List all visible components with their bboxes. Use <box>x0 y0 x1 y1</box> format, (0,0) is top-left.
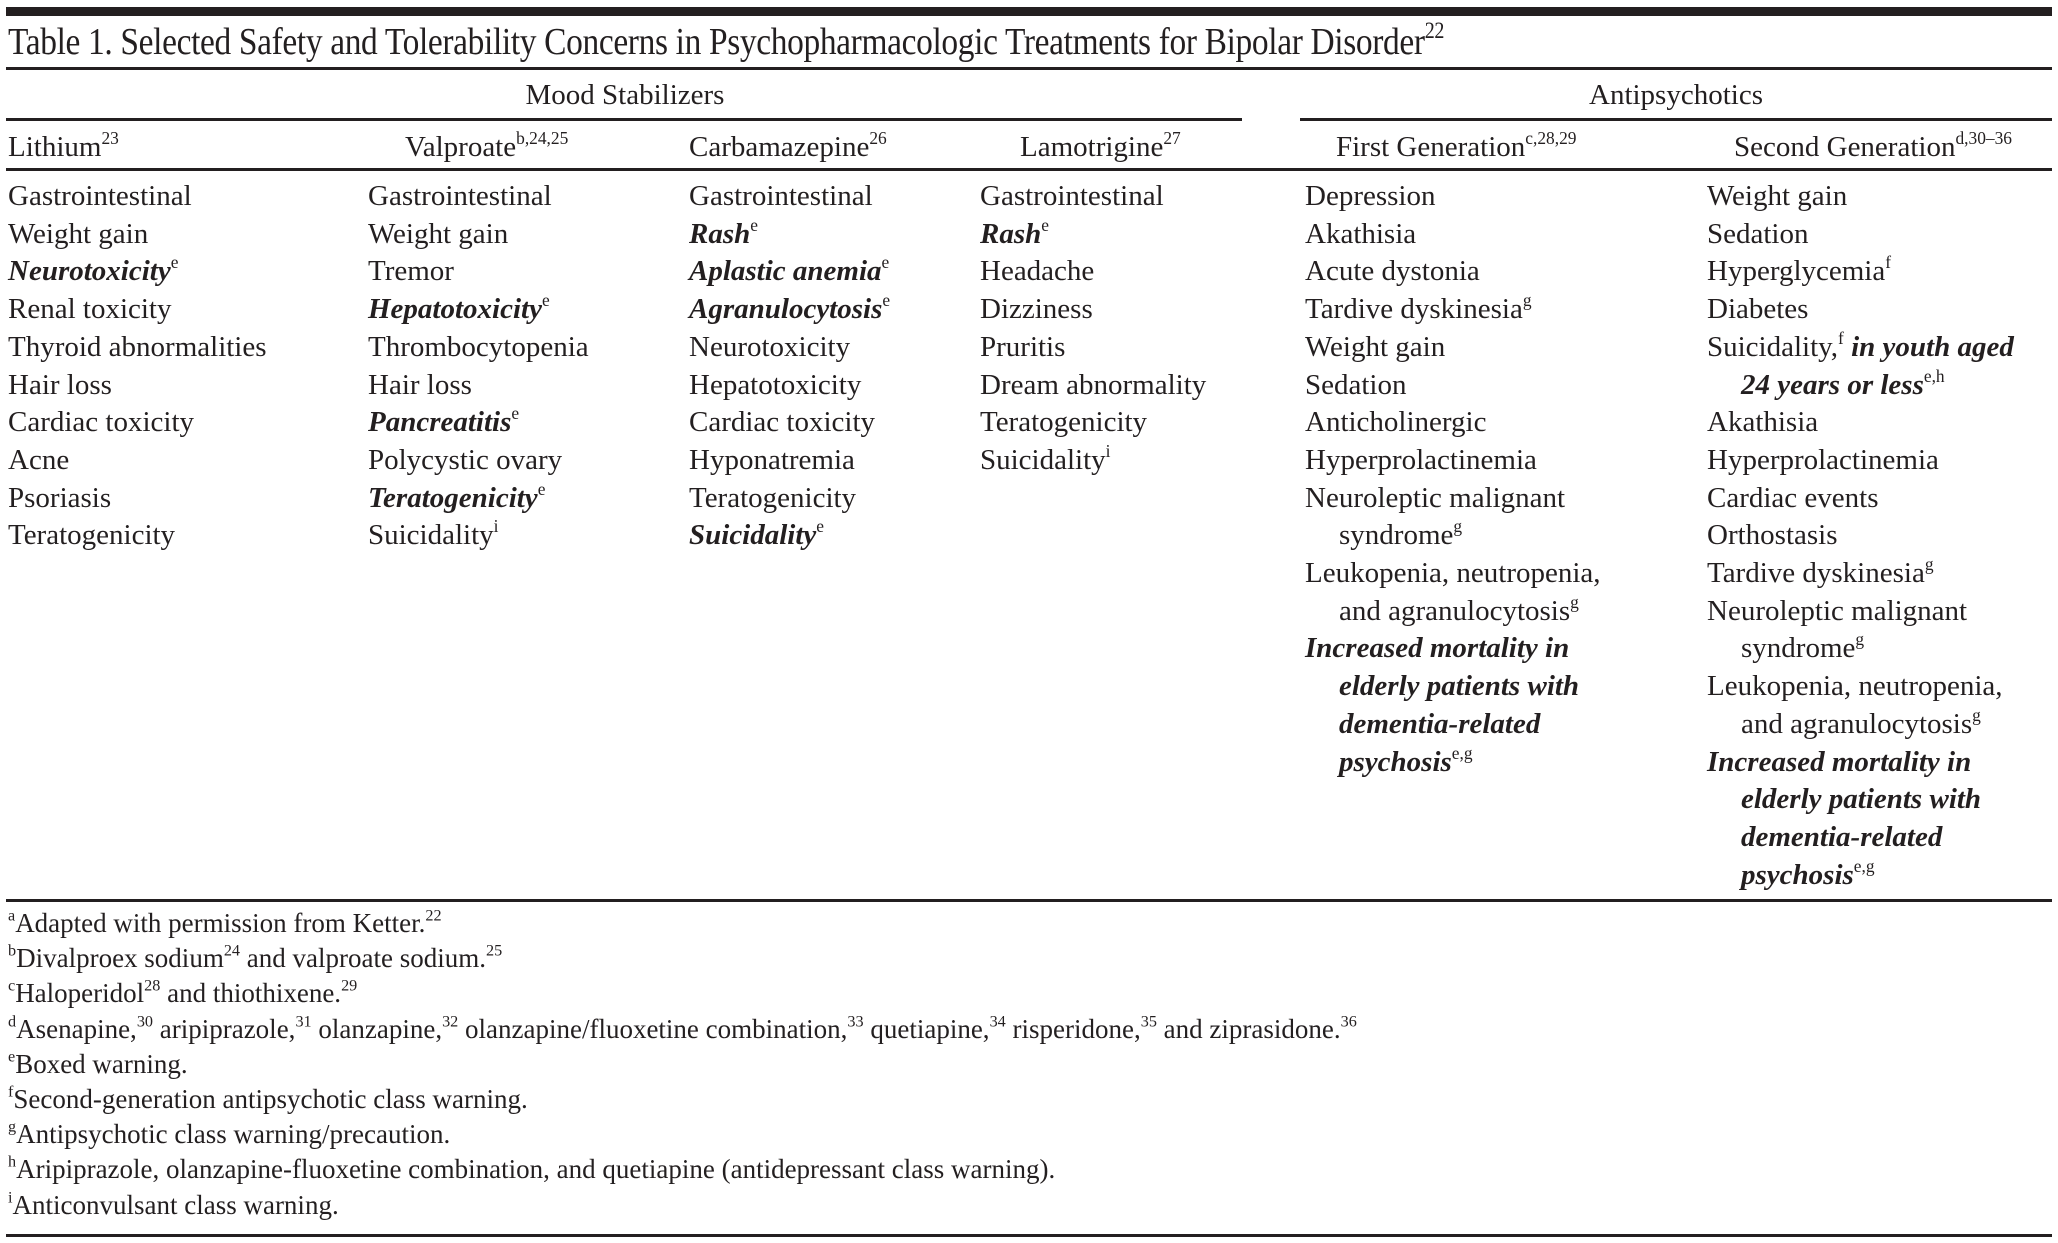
footnote-text: and valproate sodium. <box>240 943 486 974</box>
item-footnote-ref: e <box>750 214 758 235</box>
item-text: Neurotoxicity <box>689 330 851 363</box>
column-header-second-generation: Second Generation$^{d,30-36}$ <box>1734 127 2012 163</box>
table-cell-item <box>689 178 890 216</box>
footnote-text: Asenapine, <box>16 1013 137 1044</box>
item-continuation <box>1707 367 2014 405</box>
item-text: Agranulocytosis <box>689 293 883 326</box>
table-cell-item <box>1305 367 1601 405</box>
item-text: Anticholinergic <box>1305 406 1487 439</box>
item-continuation <box>1707 781 2014 819</box>
item-continuation <box>1707 857 2014 895</box>
item-text: Dizziness <box>980 293 1093 326</box>
item-text: Gastrointestinal <box>689 180 873 212</box>
item-text: Hyperprolactinemia <box>1707 443 1939 476</box>
footnote-text: and thiothixene. <box>160 978 342 1009</box>
table-cell-item <box>689 442 890 480</box>
item-continuation <box>1707 706 2014 744</box>
footnote-ref: 25 <box>485 941 503 960</box>
footnote-mark: i <box>8 1188 13 1207</box>
column-header-lithium: Lithium$^{23}$ <box>8 127 119 163</box>
item-footnote-ref: f <box>1885 252 1892 273</box>
item-text: Neuroleptic malignant <box>1707 594 1968 627</box>
column-carbamazepine <box>689 178 890 555</box>
item-continuation <box>1707 630 2014 668</box>
item-text: Weight gain <box>368 217 509 250</box>
item-footnote-ref: e,h <box>1923 365 1945 386</box>
item-continuation-text: psychosis <box>1741 858 1854 891</box>
item-text: Weight gain <box>1305 330 1446 363</box>
table-cell-item <box>1305 480 1601 555</box>
item-text: Increased mortality in <box>1707 745 1972 778</box>
table-title-text: Table 1. Selected Safety and Tolerability Concerns in Psychopharmacologic Treatments for Bipolar Disorder <box>8 21 1425 63</box>
item-footnote-ref: e <box>881 252 890 273</box>
item-footnote-ref: e <box>541 289 550 310</box>
title-rule <box>6 67 2052 70</box>
footnote-b <box>8 941 1357 976</box>
footnote-text: Aripiprazole, olanzapine-fluoxetine combination, and quetiapine (antidepressant class warning). <box>16 1154 1056 1185</box>
table-cell-item <box>980 442 1206 480</box>
item-text: Akathisia <box>1707 406 1819 439</box>
table-cell-item <box>368 517 589 555</box>
item-continuation-text: elderly patients with <box>1741 783 1982 816</box>
table-cell-item <box>1305 329 1601 367</box>
item-text: Sedation <box>1707 217 1809 250</box>
column-first-generation <box>1305 178 1601 781</box>
footnote-text: Second-generation antipsychotic class warning. <box>13 1084 528 1115</box>
item-text: Tremor <box>368 255 454 288</box>
footnote-mark: h <box>8 1153 17 1172</box>
item-text: Acute dystonia <box>1305 255 1480 288</box>
item-text: Tardive dyskinesia <box>1707 557 1925 590</box>
table-cell-item <box>1707 668 2014 743</box>
footnote-text: Boxed warning. <box>15 1048 188 1079</box>
footnote-mark: a <box>8 906 16 925</box>
table-cell-item <box>368 253 589 291</box>
table-cell-item <box>368 367 589 405</box>
item-footnote-ref: e,g <box>1451 742 1473 763</box>
table-cell-item <box>1707 480 2014 518</box>
item-text: Cardiac toxicity <box>689 406 876 439</box>
table-cell-item <box>8 517 267 555</box>
footnote-text: olanzapine, <box>311 1013 443 1044</box>
table-cell-item <box>980 329 1206 367</box>
body-bottom-rule <box>6 899 2052 902</box>
footnote-i <box>8 1188 1357 1223</box>
table-cell-item <box>8 480 267 518</box>
table-cell-item <box>368 216 589 254</box>
bottom-rule <box>6 1234 2052 1237</box>
table-cell-item <box>1707 744 2014 895</box>
table-title <box>8 18 1444 66</box>
item-text: Rash <box>689 217 751 250</box>
table-cell-item <box>1707 404 2014 442</box>
column-header-first-generation: First Generation$^{c,28,29}$ <box>1336 127 1577 163</box>
item-text: Weight gain <box>8 217 149 250</box>
column-lamotrigine <box>980 178 1206 480</box>
footnote-ref: 28 <box>144 977 161 996</box>
table-cell-item <box>8 216 267 254</box>
footnote-text: olanzapine/fluoxetine combination, <box>458 1013 848 1044</box>
item-continuation <box>1305 744 1601 782</box>
item-text: Hair loss <box>8 368 112 401</box>
item-footnote-ref: e <box>170 252 179 273</box>
item-text: Hyperglycemia <box>1707 255 1886 288</box>
table-cell-item <box>689 404 890 442</box>
item-text: Hyponatremia <box>689 443 855 476</box>
footnote-g <box>8 1117 1357 1152</box>
item-footnote-ref: g <box>1570 591 1579 612</box>
table-cell-item <box>980 367 1206 405</box>
footnote-text: Haloperidol <box>15 978 145 1009</box>
footnote-ref: 36 <box>1340 1012 1357 1031</box>
footnotes <box>8 906 1357 1223</box>
item-text: Neuroleptic malignant <box>1305 481 1566 514</box>
item-continuation-text: dementia-related <box>1339 707 1541 740</box>
table-cell-item <box>1305 404 1601 442</box>
header-rule <box>6 168 2052 171</box>
item-text: Pruritis <box>980 330 1066 363</box>
table-cell-item <box>980 253 1206 291</box>
item-text: Hepatotoxicity <box>368 293 542 326</box>
footnote-ref: 24 <box>223 941 241 960</box>
item-continuation-text: elderly patients with <box>1339 670 1580 703</box>
table-cell-item <box>1305 442 1601 480</box>
table-cell-item <box>1707 442 2014 480</box>
table-cell-item <box>689 329 890 367</box>
item-text: Gastrointestinal <box>980 180 1164 212</box>
item-footnote-ref: g <box>1453 516 1463 537</box>
footnote-ref: 35 <box>1140 1012 1157 1031</box>
item-continuation-text: syndrome <box>1339 519 1454 552</box>
item-text: Acne <box>8 443 70 476</box>
item-text: Thyroid abnormalities <box>8 330 267 363</box>
item-footnote-ref: i <box>1105 440 1111 461</box>
item-continuation <box>1305 706 1601 744</box>
table-cell-item <box>368 480 589 518</box>
table-cell-item <box>1707 329 2014 404</box>
item-continuation-text: 24 years or less <box>1741 368 1924 401</box>
item-boxed-text: in youth aged <box>1851 330 2014 363</box>
item-footnote-ref: i <box>493 516 499 537</box>
footnote-mark: e <box>8 1047 16 1066</box>
footnote-text: risperidone, <box>1005 1013 1141 1044</box>
table-cell-item <box>1305 253 1601 291</box>
group-header-antipsychotics: Antipsychotics <box>1589 79 1763 111</box>
item-text: Hair loss <box>368 368 472 401</box>
item-continuation <box>1305 593 1601 631</box>
footnote-ref: 34 <box>989 1012 1006 1031</box>
column-header-valproate: Valproate$^{b,24,25}$ <box>405 127 569 163</box>
item-text: Orthostasis <box>1707 519 1838 552</box>
table-cell-item <box>8 329 267 367</box>
table-cell-item <box>1305 630 1601 781</box>
column-header-lamotrigine: Lamotrigine$^{27}$ <box>1020 127 1181 163</box>
item-footnote-ref: f <box>1838 327 1844 348</box>
item-footnote-ref: e <box>511 403 520 424</box>
table-cell-item <box>1305 291 1601 329</box>
table-cell-item <box>1305 178 1601 216</box>
footnote-ref: 30 <box>136 1012 153 1031</box>
item-text: Increased mortality in <box>1305 632 1570 665</box>
footnote-text: and ziprasidone. <box>1156 1013 1341 1044</box>
group-rule-antipsychotics <box>1300 118 2052 121</box>
table-cell-item <box>980 178 1206 216</box>
footnote-mark: g <box>8 1117 17 1136</box>
footnote-text: aripiprazole, <box>153 1013 296 1044</box>
footnote-text: Antipsychotic class warning/precaution. <box>16 1119 451 1150</box>
item-text: Tardive dyskinesia <box>1305 293 1523 326</box>
table-cell-item <box>1707 517 2014 555</box>
table-cell-item <box>1707 291 2014 329</box>
table-cell-item <box>689 253 890 291</box>
footnote-text: quetiapine, <box>863 1013 990 1044</box>
item-text: Teratogenicity <box>980 406 1148 439</box>
item-text: Cardiac toxicity <box>8 406 195 439</box>
group-header-mood-stabilizers: Mood Stabilizers <box>525 79 725 111</box>
item-continuation <box>1707 819 2014 857</box>
footnote-mark: f <box>8 1082 14 1101</box>
table-cell-item <box>689 517 890 555</box>
column-lithium <box>8 178 267 555</box>
item-footnote-ref: e <box>882 289 891 310</box>
table-cell-item <box>368 442 589 480</box>
table-cell-item <box>689 480 890 518</box>
item-text: Cardiac events <box>1707 481 1879 514</box>
item-continuation-text: dementia-related <box>1741 820 1943 853</box>
item-footnote-ref: g <box>1522 289 1532 310</box>
footnote-ref: 32 <box>442 1012 459 1031</box>
table-cell-item <box>1707 253 2014 291</box>
table-cell-item <box>1707 555 2014 593</box>
item-text: Hepatotoxicity <box>689 368 862 401</box>
item-text: Weight gain <box>1707 180 1848 212</box>
footnote-text: Anticonvulsant class warning. <box>12 1189 339 1220</box>
footnote-a <box>8 906 1357 941</box>
item-text: Dream abnormality <box>980 368 1207 401</box>
item-continuation-text: and agranulocytosis <box>1741 707 1973 740</box>
item-text: Teratogenicity <box>368 481 538 514</box>
table-cell-item <box>8 404 267 442</box>
item-text: Headache <box>980 255 1095 288</box>
footnote-ref: 31 <box>295 1012 312 1031</box>
item-text: Pancreatitis <box>368 406 512 439</box>
item-footnote-ref: e <box>1041 214 1049 235</box>
footnote-mark: d <box>8 1012 17 1031</box>
item-text: Thrombocytopenia <box>368 330 589 363</box>
footnote-ref: 33 <box>847 1012 864 1031</box>
item-text: Suicidality <box>980 443 1106 476</box>
table-cell-item <box>368 404 589 442</box>
item-text: Neurotoxicity <box>8 255 171 288</box>
table-cell-item <box>8 178 267 216</box>
column-second-generation <box>1707 178 2014 894</box>
table-cell-item <box>980 404 1206 442</box>
item-text: Sedation <box>1305 368 1407 401</box>
table-cell-item <box>689 367 890 405</box>
item-text: Teratogenicity <box>689 481 857 514</box>
item-footnote-ref: g <box>1924 553 1934 574</box>
group-rule-mood-stabilizers <box>6 118 1242 121</box>
table-cell-item <box>980 216 1206 254</box>
column-valproate <box>368 178 589 555</box>
item-text: Renal toxicity <box>8 293 172 326</box>
item-continuation <box>1305 668 1601 706</box>
item-text: Gastrointestinal <box>368 180 552 212</box>
table-cell-item <box>368 178 589 216</box>
table-title-ref: 22 <box>1424 18 1445 44</box>
item-text: Rash <box>980 217 1042 250</box>
footnote-mark: b <box>8 941 17 960</box>
table-cell-item <box>8 253 267 291</box>
item-footnote-ref: e,g <box>1853 855 1875 876</box>
column-header-carbamazepine: Carbamazepine$^{26}$ <box>689 127 887 163</box>
footnote-text: Divalproex sodium <box>16 943 224 974</box>
item-text: Diabetes <box>1707 293 1809 326</box>
item-text: Leukopenia, neutropenia, <box>1305 557 1601 590</box>
footnote-ref: 29 <box>341 977 358 996</box>
top-thick-rule <box>6 7 2052 16</box>
item-text: Gastrointestinal <box>8 180 192 212</box>
item-text: Teratogenicity <box>8 519 176 552</box>
table-cell-item <box>1305 216 1601 254</box>
item-text: Akathisia <box>1305 217 1417 250</box>
item-text: Depression <box>1305 180 1436 212</box>
item-footnote-ref: g <box>1855 629 1865 650</box>
item-continuation <box>1305 517 1601 555</box>
item-text: Suicidality, <box>1707 330 1839 363</box>
item-footnote-ref: e <box>816 516 825 537</box>
table-cell-item <box>8 291 267 329</box>
table-cell-item <box>689 291 890 329</box>
item-text: Aplastic anemia <box>689 255 882 288</box>
table-cell-item <box>1707 593 2014 668</box>
footnote-e <box>8 1047 1357 1082</box>
item-text: Psoriasis <box>8 481 112 514</box>
footnote-text: Adapted with permission from Ketter. <box>15 908 426 938</box>
table-cell-item <box>368 329 589 367</box>
table-cell-item <box>980 291 1206 329</box>
footnote-h <box>8 1152 1357 1187</box>
item-text: Suicidality <box>689 519 817 552</box>
footnote-c <box>8 976 1357 1011</box>
table-cell-item <box>1707 178 2014 216</box>
item-text: Hyperprolactinemia <box>1305 443 1537 476</box>
table-cell-item <box>1305 555 1601 630</box>
item-continuation-text: and agranulocytosis <box>1339 594 1571 627</box>
table-cell-item <box>689 216 890 254</box>
item-continuation-text: syndrome <box>1741 632 1856 665</box>
item-footnote-ref: g <box>1972 704 1981 725</box>
item-text: Suicidality <box>368 519 494 552</box>
item-text: Leukopenia, neutropenia, <box>1707 670 2003 703</box>
table-cell-item <box>368 291 589 329</box>
footnote-ref: 22 <box>425 906 442 925</box>
item-text: Polycystic ovary <box>368 443 563 476</box>
item-footnote-ref: e <box>537 478 546 499</box>
footnote-d <box>8 1012 1357 1047</box>
table-cell-item <box>1707 216 2014 254</box>
footnote-mark: c <box>8 977 16 996</box>
table-cell-item <box>8 442 267 480</box>
table-cell-item <box>8 367 267 405</box>
item-continuation-text: psychosis <box>1339 745 1452 778</box>
footnote-f <box>8 1082 1357 1117</box>
